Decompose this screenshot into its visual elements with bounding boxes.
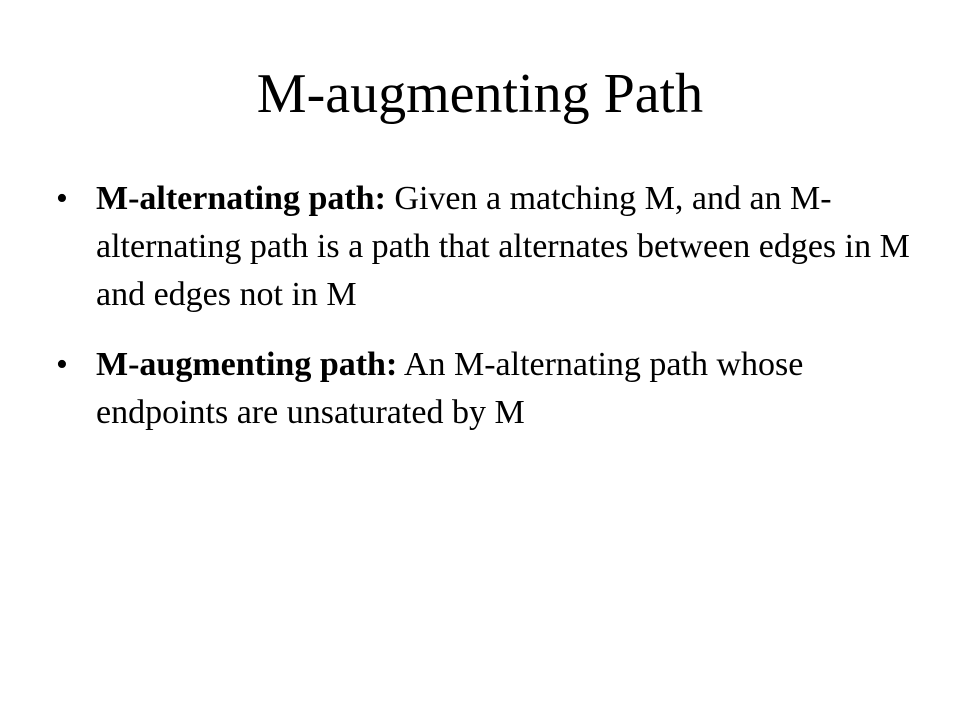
bullet-term: M-augmenting path: xyxy=(96,346,398,383)
bullet-term: M-alternating path: xyxy=(96,180,386,217)
bullet-marker: • xyxy=(56,346,68,383)
bullet-item-m-augmenting-path xyxy=(56,341,916,437)
bullet-text: An M-alternating path whose endpoints are unsaturated by M xyxy=(96,346,804,431)
bullet-list xyxy=(56,175,916,459)
bullet-marker: • xyxy=(56,180,68,217)
bullet-text: Given a matching M, and an M-alternating path is a path that alternates between edges in M and edges not in M xyxy=(96,180,910,313)
slide-title: M-augmenting Path xyxy=(256,63,704,125)
bullet-item-m-alternating-path xyxy=(56,175,916,319)
